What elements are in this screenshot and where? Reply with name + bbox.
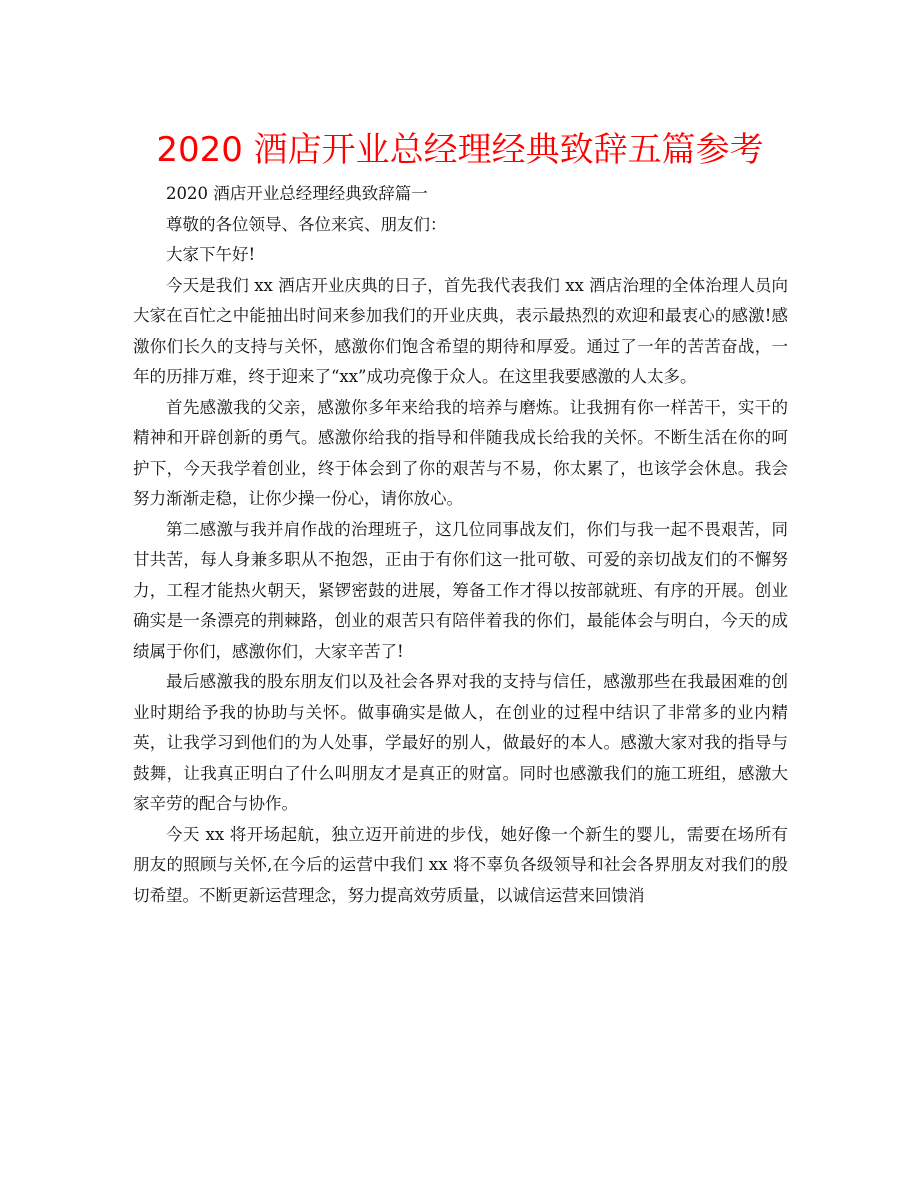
paragraph: 第二感激与我并肩作战的治理班子，这几位同事战友们，你们与我一起不畏艰苦，同甘共苦，每人身兼多职从不抱怨，正由于有你们这一批可敬、可爱的亲切战友们的不懈努力，工程才能热火朝天，紧锣密鼓的进展，筹备工作才得以按部就班、有序的开展。创业确实是一条漂亮的荆棘路，创业的艰苦只有陪伴着我的你们，最能体会与明白，今天的成绩属于你们，感激你们，大家辛苦了! <box>133 519 788 661</box>
greeting: 大家下午好! <box>166 245 256 264</box>
document-body <box>133 179 788 911</box>
paragraph: 今天是我们 xx 酒店开业庆典的日子，首先我代表我们 xx 酒店治理的全体治理人员向大家在百忙之中能抽出时间来参加我们的开业庆典，表示最热烈的欢迎和最衷心的感激!感激你们长久的支持与关怀，感激你们饱含希望的期待和厚爱。通过了一年的苦苦奋战，一年的历排万难，终于迎来了“xx”成功亮像于众人。在这里我要感激的人太多。 <box>133 275 788 386</box>
document-title: 2020 酒店开业总经理经典致辞五篇参考 <box>156 130 764 170</box>
salutation: 尊敬的各位领导、各位来宾、朋友们： <box>166 214 447 234</box>
section-heading: 2020 酒店开业总经理经典致辞篇一 <box>166 184 428 203</box>
paragraph: 最后感激我的股东朋友们以及社会各界对我的支持与信任，感激那些在我最困难的创业时期给予我的协助与关怀。做事确实是做人，在创业的过程中结识了非常多的业内精英，让我学习到他们的为人处事，学最好的别人，做最好的本人。感激大家对我的指导与鼓舞，让我真正明白了什么叫朋友才是真正的财富。同时也感激我们的施工班组，感激大家辛劳的配合与协作。 <box>133 672 788 813</box>
paragraph: 首先感激我的父亲，感激你多年来给我的培养与磨炼。让我拥有你一样苦干，实干的精神和开辟创新的勇气。感激你给我的指导和伴随我成长给我的关怀。不断生活在你的呵护下，今天我学着创业，终于体会到了你的艰苦与不易，你太累了，也该学会休息。我会努力渐渐走稳，让你少操一份心，请你放心。 <box>133 397 788 508</box>
paragraph: 今天 xx 将开场起航，独立迈开前进的步伐，她好像一个新生的婴儿，需要在场所有朋友的照顾与关怀,在今后的运营中我们 xx 将不辜负各级领导和社会各界朋友对我们的殷切希望。不断更新运营理念，努力提高效劳质量，以诚信运营来回馈消 <box>133 824 788 905</box>
